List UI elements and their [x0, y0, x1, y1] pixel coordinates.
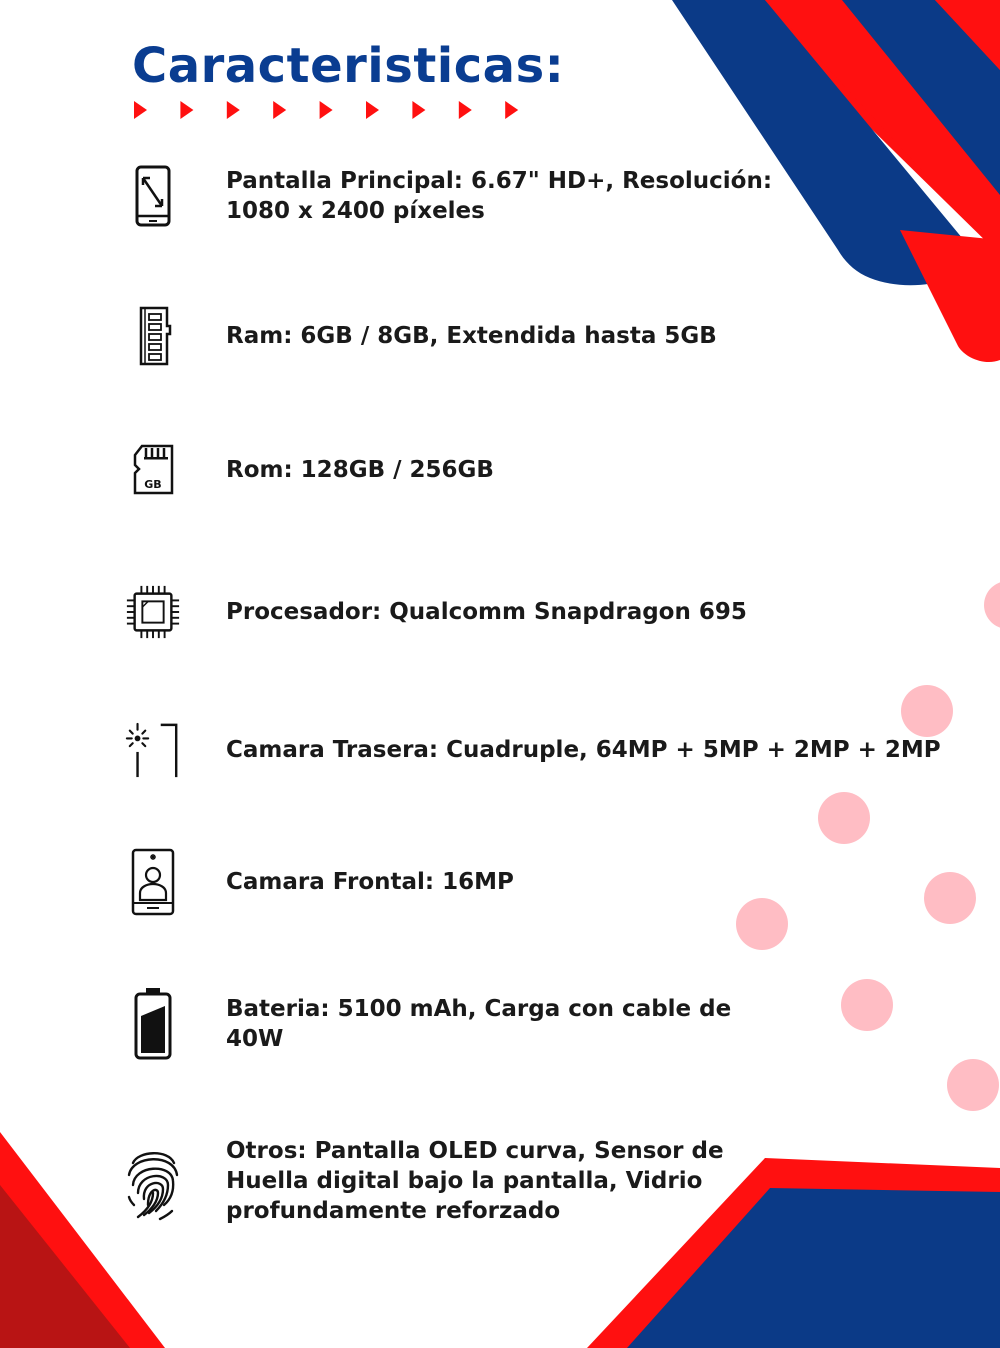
pink-dot: [947, 1059, 999, 1111]
rear-camera-flash-icon: [124, 714, 182, 786]
arrow-bullet-icon: [459, 101, 472, 119]
arrow-bullet-icon: [505, 101, 518, 119]
feature-item-front-camera: [124, 846, 944, 918]
feature-item-rear-camera: [124, 714, 944, 786]
feature-item-others: [124, 1136, 944, 1226]
arrow-bullet-icon: [273, 101, 286, 119]
pink-dot: [818, 792, 870, 844]
arrow-bullet-icon: [412, 101, 425, 119]
memory-card-label: GB: [144, 478, 162, 491]
arrow-bullet-icon: [366, 101, 379, 119]
battery-icon: [124, 988, 182, 1060]
screen-size-icon: [124, 160, 182, 232]
feature-text: Camara Frontal: 16MP: [226, 869, 514, 895]
feature-text: Rom: 128GB / 256GB: [226, 457, 494, 483]
feature-text: Otros: Pantalla OLED curva, Sensor de Huella digital bajo la pantalla, Vidrio profundamente reforzado: [226, 1138, 724, 1224]
arrow-bullet-icon: [180, 101, 193, 119]
feature-text: Procesador: Qualcomm Snapdragon 695: [226, 599, 747, 625]
arrow-bullet-icon: [320, 101, 333, 119]
arrow-bullet-icon: [134, 101, 147, 119]
feature-item-processor: [124, 576, 944, 648]
arrow-bullet-icon: [227, 101, 240, 119]
feature-text: Pantalla Principal: 6.67" HD+, Resolución: 1080 x 2400 píxeles: [226, 168, 773, 224]
processor-chip-icon: [124, 576, 182, 648]
feature-item-screen: [124, 160, 944, 232]
feature-item-ram: [124, 300, 944, 372]
feature-text: Camara Trasera: Cuadruple, 64MP + 5MP + 2MP + 2MP: [226, 737, 941, 763]
feature-text: Bateria: 5100 mAh, Carga con cable de 40W: [226, 996, 732, 1052]
feature-text: Ram: 6GB / 8GB, Extendida hasta 5GB: [226, 323, 717, 349]
arrow-row: [132, 98, 522, 122]
memory-card-icon: [124, 434, 182, 506]
front-camera-icon: [124, 846, 182, 918]
fingerprint-icon: [124, 1145, 182, 1217]
feature-item-rom: [124, 434, 944, 506]
ram-module-icon: [124, 300, 182, 372]
pink-dot: [984, 581, 1000, 629]
feature-item-battery: [124, 988, 944, 1060]
page-title: Caracteristicas:: [132, 38, 565, 94]
